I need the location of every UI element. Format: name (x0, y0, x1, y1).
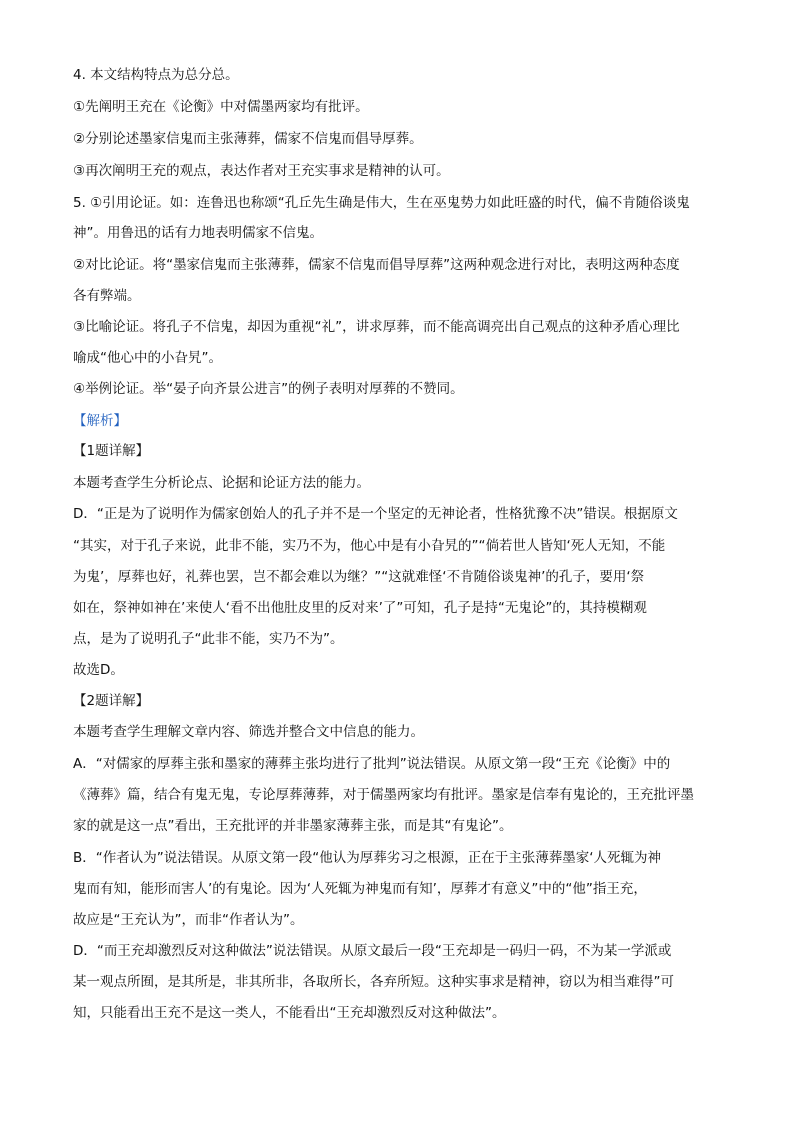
answer-4-title: 4. 本文结构特点为总分总。 (73, 67, 239, 83)
q1-answer: 故选D。 (73, 662, 124, 678)
answer-4-point-3: ③再次阐明王充的观点，表达作者对王充实事求是精神的认可。 (73, 163, 450, 179)
q2-line-7: 故应是“王充认为”，而非“作者认为”。 (73, 912, 304, 928)
q1-line-4: 为鬼’，厚葬也好，礼葬也罢，岂不都会难以为继？”“这就难怪‘不肯随俗谈鬼神’的孔子，要用‘祭 (73, 569, 645, 585)
answer-5-line-5: ③比喻论证。将孔子不信鬼，却因为重视“礼”，讲求厚葬，而不能高调亮出自己观点的这种矛盾心理比 (73, 319, 680, 335)
q1-line-3: “其实，对于孔子来说，此非不能，实乃不为，他心中是有小旮旯的”“倘若世人皆知‘死人无知，不能 (73, 538, 666, 554)
q2-line-4: 家的就是这一点”看出，王充批评的并非墨家薄葬主张，而是其“有鬼论”。 (73, 818, 513, 834)
q2-line-6: 鬼而有知，能形而害人’的有鬼论。因为‘人死辄为神鬼而有知’，厚葬才有意义”中的“他”指王充， (73, 881, 647, 897)
q2-line-5: B．“作者认为”说法错误。从原文第一段“他认为厚葬劣习之根源，正在于主张薄葬墨家‘人死辄为神 (73, 850, 662, 866)
q1-line-1: 本题考查学生分析论点、论据和论证方法的能力。 (73, 475, 370, 491)
q2-heading: 【2题详解】 (73, 693, 150, 709)
answer-5-line-7: ④举例论证。举“晏子向齐景公进言”的例子表明对厚葬的不赞同。 (73, 381, 464, 397)
answer-4-point-1: ①先阐明王充在《论衡》中对儒墨两家均有批评。 (73, 99, 369, 115)
q2-line-9: 某一观点所囿，是其所是，非其所非，各取所长，各弃所短。这种实事求是精神，窃以为相当难得”可 (73, 974, 674, 990)
q1-line-6: 点，是为了说明孔子“此非不能，实乃不为”。 (73, 631, 344, 647)
answer-5-line-4: 各有弊端。 (73, 288, 141, 304)
q2-line-1: 本题考查学生理解文章内容、筛选并整合文中信息的能力。 (73, 724, 424, 740)
answer-5-line-6: 喻成“他心中的小旮旯”。 (73, 350, 222, 366)
q2-line-8: D．“而王充却激烈反对这种做法”说法错误。从原文最后一段“王充却是一码归一码，不为某一学派或 (73, 943, 672, 959)
q1-line-2: D．“正是为了说明作为儒家创始人的孔子并不是一个坚定的无神论者，性格犹豫不决”错误。根据原文 (73, 506, 678, 522)
answer-4-point-2: ②分别论述墨家信鬼而主张薄葬，儒家不信鬼而倡导厚葬。 (73, 131, 423, 147)
q2-line-2: A．“对儒家的厚葬主张和墨家的薄葬主张均进行了批判”说法错误。从原文第一段“王充《论衡》中的 (73, 756, 671, 772)
q2-line-10: 知，只能看出王充不是这一类人，不能看出“王充却激烈反对这种做法”。 (73, 1005, 506, 1021)
answer-5-line-3: ②对比论证。将“墨家信鬼而主张薄葬，儒家不信鬼而倡导厚葬”这两种观念进行对比，表明这两种态度 (73, 257, 680, 273)
q1-heading: 【1题详解】 (73, 443, 150, 459)
analysis-heading: 【解析】 (73, 413, 127, 429)
answer-5-line-1: 5. ①引用论证。如：连鲁迅也称颂“孔丘先生确是伟大，生在巫鬼势力如此旺盛的时代，偏不肯随俗谈鬼 (73, 195, 690, 211)
answer-5-line-2: 神”。用鲁迅的话有力地表明儒家不信鬼。 (73, 225, 323, 241)
q2-line-3: 《薄葬》篇，结合有鬼无鬼，专论厚葬薄葬，对于儒墨两家均有批评。墨家是信奉有鬼论的，王充批评墨 (73, 787, 694, 803)
q1-line-5: 如在，祭神如神在’来使人‘看不出他肚皮里的反对来’了”可知，孔子是持“无鬼论”的，其持模糊观 (73, 600, 647, 616)
